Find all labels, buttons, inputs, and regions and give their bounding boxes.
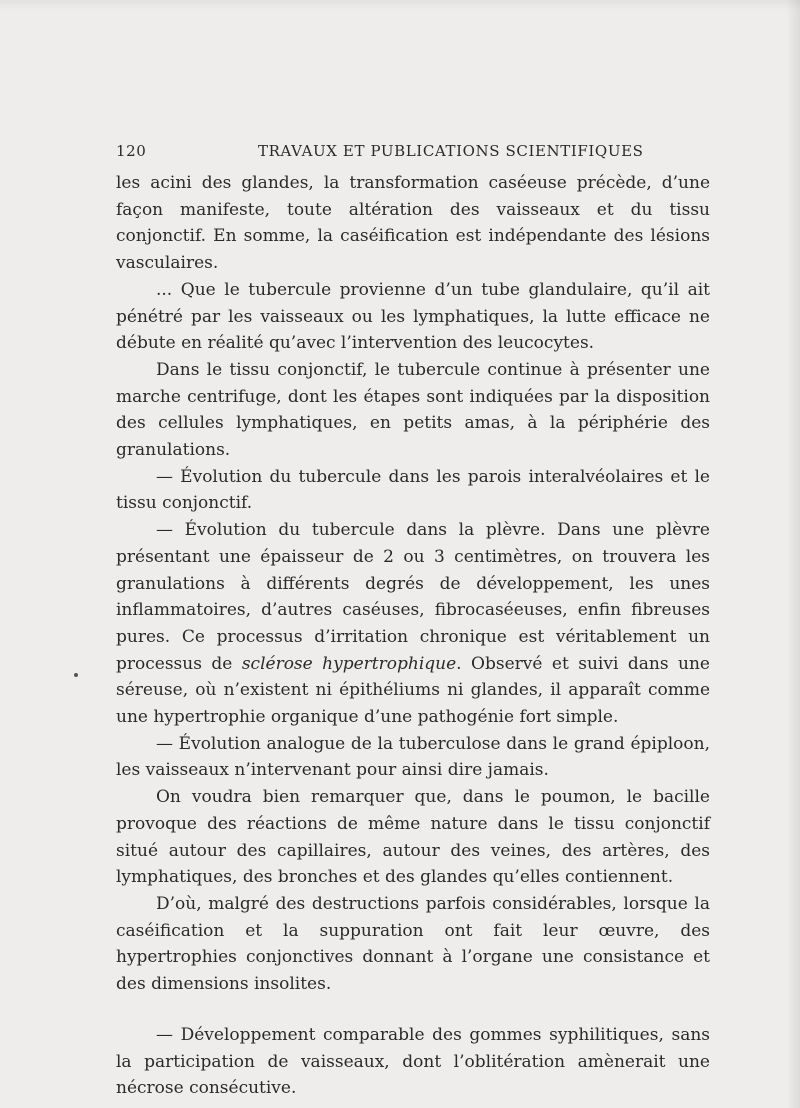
paragraph-2: ... Que le tubercule provienne d’un tube glandulaire, qu’il ait pénétré par les vaisseaux ou les lymphatiques, la lutte efficace ne débute en réalité qu’avec l’intervention des leucocytes. bbox=[116, 279, 710, 354]
page-body bbox=[116, 170, 710, 1102]
paragraph-1: les acini des glandes, la transformation caséeuse précède, d’une façon manifeste, toute altération des vaisseaux et du tissu conjonctif. En somme, la caséification est indépendante des lésions vasculaires. bbox=[116, 173, 710, 274]
paragraph-3: Dans le tissu conjonctif, le tubercule continue à présenter une marche centrifuge, dont les étapes sont indiquées par la disposition des cellules lymphatiques, en petits amas, à la périphérie des granulations. bbox=[116, 359, 710, 461]
running-title: TRAVAUX ET PUBLICATIONS SCIENTIFIQUES bbox=[258, 142, 644, 160]
paragraph-5 bbox=[116, 517, 710, 731]
paragraph-6: — Évolution analogue de la tuberculose dans le grand épiploon, les vaisseaux n’intervenant pour ainsi dire jamais. bbox=[116, 733, 710, 781]
ink-speck bbox=[74, 673, 78, 677]
emphasis-sclerose-hypertrophique: sclérose hypertrophique bbox=[241, 653, 457, 674]
paragraph-8: D’où, malgré des destructions parfois considérables, lorsque la caséification et la suppuration ont fait leur œuvre, des hypertrophies conjonctives donnant à l’organe une consistance et des dimensions insolites. bbox=[116, 893, 710, 995]
page-header bbox=[112, 140, 712, 168]
paragraph-7: On voudra bien remarquer que, dans le poumon, le bacille provoque des réactions de même nature dans le tissu conjonctif situé autour des capillaires, autour des veines, des artères, des lymphatiques, des bronches et des glandes qu’elles contiennent. bbox=[116, 787, 710, 888]
page-edge-shading bbox=[786, 0, 800, 1108]
paragraph-9: — Développement comparable des gommes syphilitiques, sans la participation de vaisseaux, dont l’oblitération amènerait une nécrose consécutive. bbox=[116, 1024, 710, 1099]
paragraph-5-tail: . Observé et suivi dans une séreuse, où n’existent ni épithéliums ni glandes, il apparaît comme une hypertrophie organique d’une pathogénie fort simple. bbox=[116, 653, 710, 728]
paragraph-4: — Évolution du tubercule dans les parois interalvéolaires et le tissu conjonctif. bbox=[116, 466, 710, 514]
page-number: 120 bbox=[116, 142, 147, 160]
paragraph-5-main: — Évolution du tubercule dans la plèvre. Dans une plèvre présentant une épaisseur de 2 ou 3 centimètres, on trouvera les granulations à différents degrés de développement, les unes inflammatoires, d’autres caséuses, fibrocaséeuses, enfin fibreuses pures. Ce processus d’irritation chronique est véritablement un processus de bbox=[116, 520, 710, 674]
page-top-shading bbox=[0, 0, 800, 10]
